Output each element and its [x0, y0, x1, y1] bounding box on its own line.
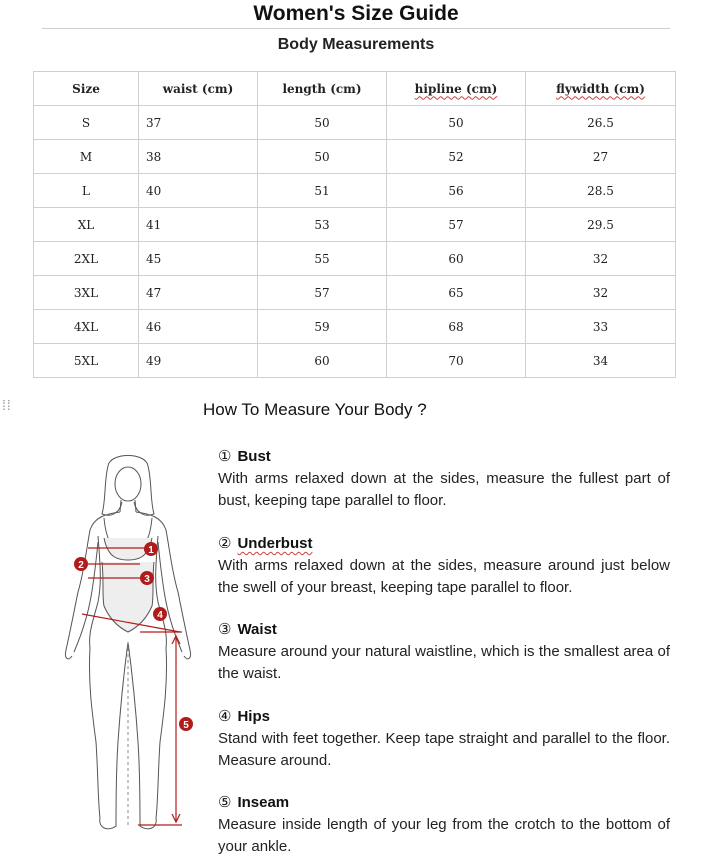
cell-size: L: [34, 174, 139, 208]
cell-hipline: 68: [387, 310, 526, 344]
table-row: [34, 242, 676, 276]
table-row: [34, 276, 676, 310]
cell-waist: 38: [139, 140, 258, 174]
step-title: Underbust: [237, 535, 313, 552]
cell-length: 51: [258, 174, 387, 208]
table-row: [34, 140, 676, 174]
cell-waist: 40: [139, 174, 258, 208]
cell-size: M: [34, 140, 139, 174]
step-title: Bust: [237, 448, 271, 465]
step-description: Measure inside length of your leg from the crotch to the bottom of your ankle.: [218, 816, 670, 855]
cell-length: 59: [258, 310, 387, 344]
cell-waist: 37: [139, 106, 258, 140]
cell-waist: 49: [139, 344, 258, 378]
step-title: Hips: [237, 708, 270, 725]
cell-size: XL: [34, 208, 139, 242]
step-description: With arms relaxed down at the sides, measure the fullest part of bust, keeping tape parallel to floor.: [218, 470, 670, 509]
cell-hipline: 70: [387, 344, 526, 378]
column-header-size: Size: [34, 72, 139, 106]
cell-waist: 47: [139, 276, 258, 310]
page-title: Women's Size Guide: [253, 2, 459, 25]
step-number: ①: [218, 448, 232, 465]
cell-hipline: 57: [387, 208, 526, 242]
column-header-flywidth: flywidth (cm): [526, 72, 676, 106]
cell-length: 55: [258, 242, 387, 276]
cell-hipline: 52: [387, 140, 526, 174]
cell-waist: 45: [139, 242, 258, 276]
drag-handle-icon[interactable]: ⁞⁞: [2, 397, 12, 413]
cell-hipline: 65: [387, 276, 526, 310]
step-number: ③: [218, 621, 232, 638]
size-table: [33, 71, 676, 378]
cell-flywidth: 34: [526, 344, 676, 378]
step-title: Waist: [237, 621, 277, 638]
step-inseam: [218, 792, 670, 858]
marker-5: 5: [183, 720, 189, 731]
step-description: Stand with feet together. Keep tape straight and parallel to the floor. Measure around.: [218, 730, 670, 769]
measure-heading: How To Measure Your Body ?: [203, 400, 427, 419]
table-header-row: [34, 72, 676, 106]
cell-size: 5XL: [34, 344, 139, 378]
step-number: ②: [218, 535, 232, 552]
table-row: [34, 344, 676, 378]
step-underbust: [218, 533, 670, 599]
step-title: Inseam: [237, 794, 290, 811]
cell-size: 2XL: [34, 242, 139, 276]
body-figure-illustration: [58, 452, 198, 838]
cell-hipline: 60: [387, 242, 526, 276]
cell-size: 3XL: [34, 276, 139, 310]
cell-flywidth: 32: [526, 276, 676, 310]
marker-3: 3: [144, 574, 150, 585]
step-description: Measure around your natural waistline, which is the smallest area of the waist.: [218, 643, 670, 682]
cell-flywidth: 29.5: [526, 208, 676, 242]
cell-hipline: 56: [387, 174, 526, 208]
cell-waist: 46: [139, 310, 258, 344]
cell-flywidth: 32: [526, 242, 676, 276]
cell-flywidth: 26.5: [526, 106, 676, 140]
cell-length: 57: [258, 276, 387, 310]
cell-size: 4XL: [34, 310, 139, 344]
step-description: With arms relaxed down at the sides, measure around just below the swell of your breast, keeping tape parallel to floor.: [218, 557, 670, 596]
cell-flywidth: 28.5: [526, 174, 676, 208]
title-divider: [42, 28, 670, 29]
cell-hipline: 50: [387, 106, 526, 140]
table-row: [34, 208, 676, 242]
cell-flywidth: 27: [526, 140, 676, 174]
marker-2: 2: [78, 560, 84, 571]
cell-length: 60: [258, 344, 387, 378]
cell-flywidth: 33: [526, 310, 676, 344]
cell-length: 50: [258, 106, 387, 140]
table-row: [34, 310, 676, 344]
column-header-length: length (cm): [258, 72, 387, 106]
column-header-hipline: hipline (cm): [387, 72, 526, 106]
cell-waist: 41: [139, 208, 258, 242]
marker-1: 1: [148, 545, 154, 556]
marker-4: 4: [157, 610, 163, 621]
cell-length: 50: [258, 140, 387, 174]
step-number: ④: [218, 708, 232, 725]
step-number: ⑤: [218, 794, 232, 811]
cell-size: S: [34, 106, 139, 140]
table-row: [34, 174, 676, 208]
table-subtitle: Body Measurements: [277, 36, 435, 53]
column-header-waist: waist (cm): [139, 72, 258, 106]
table-row: [34, 106, 676, 140]
step-bust: [218, 446, 670, 512]
step-waist: [218, 619, 670, 685]
step-hips: [218, 706, 670, 772]
cell-length: 53: [258, 208, 387, 242]
